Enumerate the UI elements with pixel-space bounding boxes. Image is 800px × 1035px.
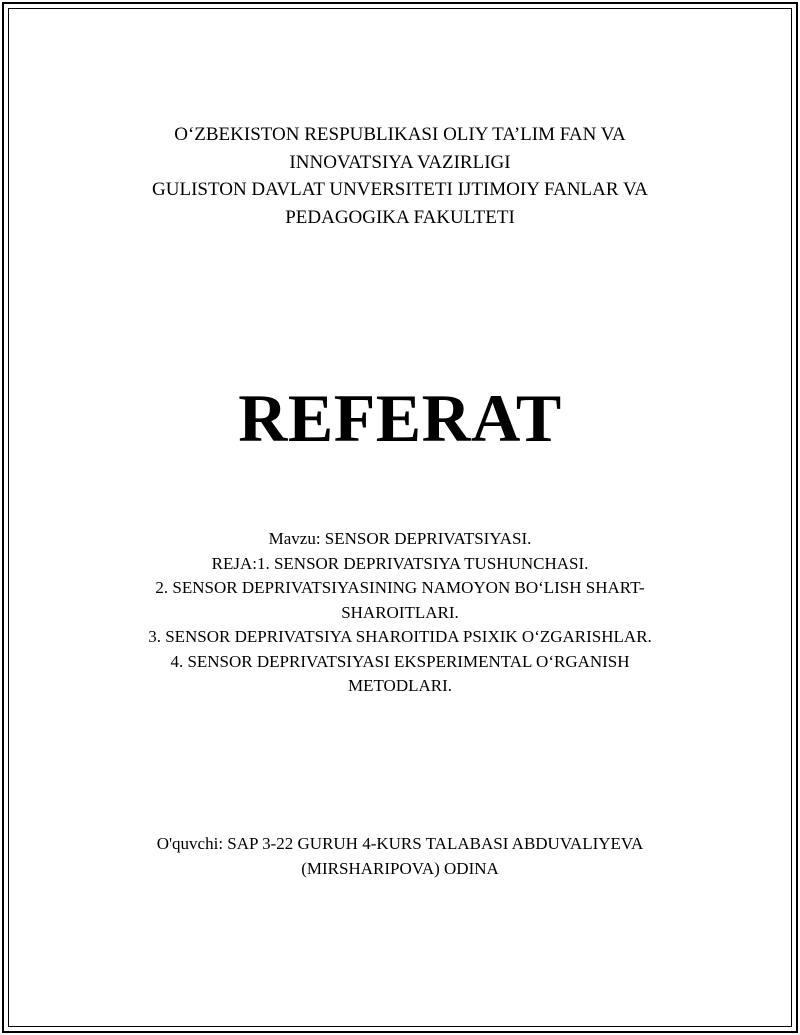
topic-and-plan [0,527,800,699]
topic-line: Mavzu: SENSOR DEPRIVATSIYASI. [268,529,532,548]
document-title: REFERAT [238,380,562,456]
institution-header [0,121,800,231]
header-line-4: PEDAGOGIKA FAKULTETI [285,206,515,228]
plan-item-3: 3. SENSOR DEPRIVATSIYA SHAROITIDA PSIXIK O‘ZGARISHLAR. [148,627,652,646]
plan-item-4: 4. SENSOR DEPRIVATSIYASI EKSPERIMENTAL O‘RGANISH [170,651,630,671]
author-line-1: O'quvchi: SAP 3-22 GURUH 4-KURS TALABASI ABDUVALIYEVA [156,834,644,853]
header-line-1: O‘ZBEKISTON RESPUBLIKASI OLIY TA’LIM FAN VA [174,124,626,145]
author-info [0,831,800,881]
header-line-3: GULISTON DAVLAT UNVERSITETI IJTIMOIY FANLAR VA [152,179,648,200]
header-line-2: INNOVATSIYA VAZIRLIGI [289,151,511,173]
plan-item-1: REJA:1. SENSOR DEPRIVATSIYA TUSHUNCHASI. [211,553,589,573]
plan-item-2: 2. SENSOR DEPRIVATSIYASINING NAMOYON BO‘LISH SHART- [155,578,645,597]
plan-item-4-cont: METODLARI. [347,676,453,695]
author-line-2: (MIRSHARIPOVA) ODINA [301,859,499,878]
plan-item-2-cont: SHAROITLARI. [341,602,459,622]
